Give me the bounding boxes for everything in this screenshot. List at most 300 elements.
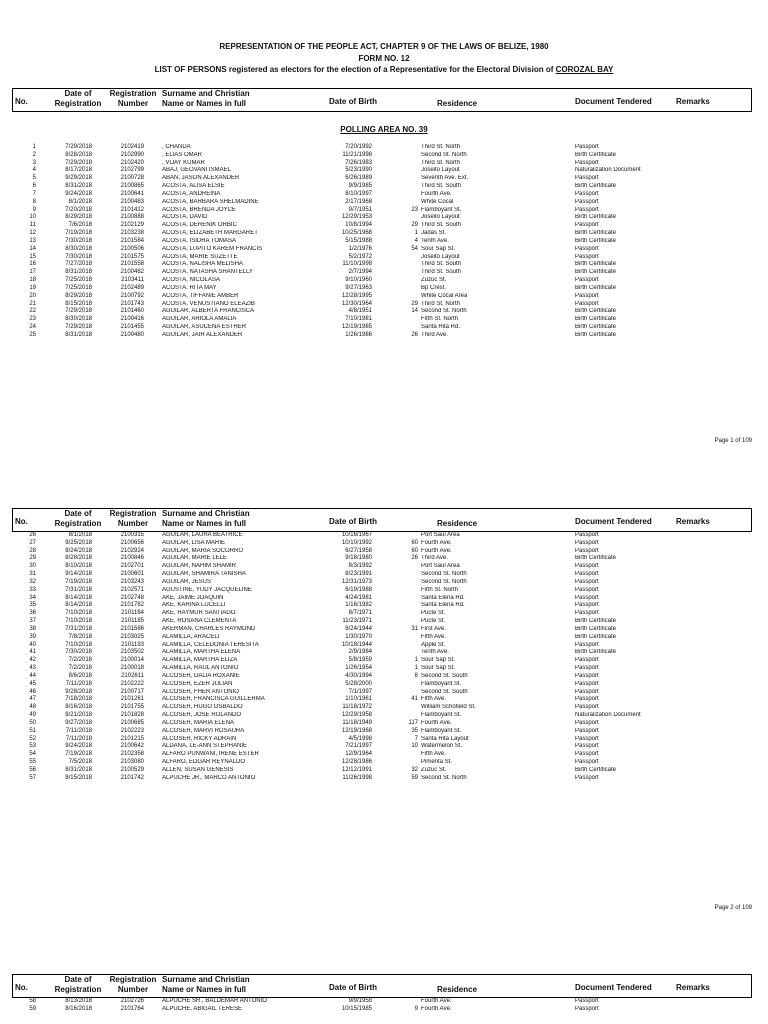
table-row [0,657,768,665]
table-row [0,308,768,316]
elector-name: AGUILAR, JAIR ALEXANDER [162,331,243,338]
table-row [0,548,768,556]
document-tendered: Passport [575,563,599,570]
date-of-birth: 12/29/1953 [341,214,372,221]
date-of-birth: 12/29/1958 [341,712,372,719]
house-number: 29 [411,222,418,229]
registration-number: 2100506 [120,245,144,252]
column-date-of-registration: Date of Registration [54,509,102,528]
registration-number: 2102358 [120,751,144,758]
row-number: 3 [32,159,36,166]
registration-date: 7/11/2018 [65,735,92,742]
registration-number: 2100315 [120,532,144,538]
residence: Joseito Layout [421,214,460,221]
residence: Santa Rita Layout [421,735,469,742]
row-number: 52 [29,735,36,742]
row-number: 47 [29,696,36,703]
elector-name: AKE, ROSANA CLEMENTA [162,618,237,625]
row-number: 4 [32,167,36,174]
registration-number: 2102129 [120,222,144,229]
table-row [0,332,768,340]
date-of-birth: 9/7/1951 [348,206,372,213]
elector-name: ACOSTA, BARBARA SHELMADINE [162,198,259,205]
registration-number: 2100601 [120,571,144,578]
date-of-birth: 7/10/1981 [345,316,372,323]
registration-date: 7/29/2018 [65,144,92,150]
document-tendered: Passport [575,159,599,166]
row-number: 57 [29,774,36,781]
document-tendered: Naturalization Document [575,167,641,174]
registration-number: 2101575 [120,253,144,260]
document-tendered: Passport [575,245,599,252]
document-tendered: Passport [575,774,599,781]
document-tendered: Birth Certificate [575,766,617,773]
date-of-birth: 1/26/1954 [345,665,372,672]
registration-date: 7/11/2018 [65,727,92,734]
date-of-birth: 11/23/1971 [342,618,372,625]
table-row [0,681,768,689]
elector-name: ACOSTA, VENUSTIANO ELEAZIB [162,300,255,307]
registration-number: 2101755 [120,704,144,711]
date-of-birth: 7/20/1992 [345,144,372,150]
date-of-birth: 6/19/1988 [345,586,372,593]
row-number: 18 [29,277,36,284]
date-of-birth: 12/28/1986 [341,759,372,766]
table-row [0,222,768,230]
residence: Third St. South [421,261,462,268]
document-tendered: Passport [575,727,599,734]
row-number: 23 [29,316,36,323]
document-tendered: Passport [575,144,599,150]
row-number: 31 [29,571,36,578]
house-number: 29 [411,300,418,307]
registration-number: 2102611 [121,672,144,679]
elector-name: ALCOSER, EZER JULIAN [162,680,233,687]
date-of-birth: 4/8/1951 [348,308,372,315]
document-tendered: Birth Certificate [575,324,617,331]
date-of-birth: 8/23/1991 [345,571,372,578]
registration-date: 8/28/2018 [65,555,92,562]
list-description: LIST OF PERSONS registered as electors for the election of a Representative for the Electoral Division of [154,65,556,74]
document-tendered: Passport [575,719,599,726]
row-number: 6 [32,183,36,190]
registration-date: 9/24/2018 [65,190,92,197]
table-row [0,775,768,783]
residence: Flamboyant St. [421,680,462,687]
date-of-birth: 10/16/1967 [341,532,372,538]
date-of-birth: 12/19/1968 [341,727,372,734]
row-number: 28 [29,547,36,554]
column-registration-number: Registration Number [109,975,157,994]
registration-date: 9/14/2018 [65,571,92,578]
elector-name: AGUILAR, MARIE LELE [162,555,228,562]
registration-date: 8/30/2018 [65,245,92,252]
registration-number: 2101586 [120,625,144,632]
registration-number: 2100685 [120,719,144,726]
elector-name: ACOSTA, NATASHA SHANTELLY [162,269,253,276]
document-tendered: Birth Certificate [575,214,617,221]
table-row [0,555,768,563]
registration-date: 9/24/2018 [65,743,92,750]
table-row [0,301,768,309]
registration-number: 2101261 [120,696,144,703]
date-of-birth: 11/21/1998 [342,151,372,158]
table-row [0,167,768,175]
house-number: 31 [411,625,418,632]
row-number: 7 [32,190,36,197]
registration-number: 2100014 [120,657,144,664]
residence: Sour Sap St. [421,665,456,672]
registration-number: 2101742 [120,774,144,781]
row-number: 14 [29,245,36,252]
elector-name: AGUILAR, LAURA BEATRICE [162,532,243,538]
table-row [0,1006,768,1014]
document-tendered: Birth Certificate [575,331,617,338]
table-row [0,254,768,262]
document-tendered: Passport [575,222,599,229]
residence: Fourth Ave. [421,1005,452,1012]
registration-number: 2101215 [120,735,144,742]
document-tendered: Passport [575,532,599,538]
elector-name: ALFARO, EDGAR REYNALDO [162,759,246,766]
row-number: 37 [29,618,36,625]
elector-name: ACOSTA, ISIDRA TOMASA [162,237,237,244]
date-of-birth: 8/10/1997 [345,190,372,197]
registration-date: 7/29/2018 [65,324,92,331]
column-registration-number: Registration Number [109,509,157,528]
document-tendered: Passport [575,688,599,695]
registration-date: 7/20/2018 [65,206,92,213]
column-date-of-birth: Date of Birth [329,97,377,106]
document-tendered: Passport [575,665,599,672]
document-tendered: Passport [575,735,599,742]
registration-number: 2100846 [120,555,144,562]
table-header [12,974,752,998]
document-tendered: Passport [575,198,599,205]
table-row [0,261,768,269]
house-number: 54 [411,245,418,252]
house-number: 8 [414,672,418,679]
elector-name: ALCOSER, HUGO OSBALDO [162,704,243,711]
table-row [0,191,768,199]
residence: Zuzuc St. [421,277,447,284]
house-number: 60 [411,539,418,546]
row-number: 1 [32,144,36,150]
house-number: 7 [414,735,418,742]
elector-name: ALCOSER, DALIA ROXANIE [162,672,240,679]
registration-date: 7/19/2018 [65,751,92,758]
registration-number: 2101764 [120,1005,144,1012]
document-tendered: Passport [575,998,599,1004]
registration-date: 8/28/2018 [65,151,92,158]
residence: Flamboyant St. [421,206,462,213]
registration-number: 2100865 [120,183,144,190]
elector-name: ACOSTA, LUPITO KAREM FRANCIS [162,245,263,252]
registration-number: 2103080 [120,759,144,766]
voter-rows [0,144,768,340]
row-number: 8 [32,198,36,205]
residence: Santa Elena Rd. [421,594,465,601]
registration-date: 8/31/2018 [65,331,92,338]
table-row [0,720,768,728]
registration-number: 2100529 [120,766,144,773]
elector-name: ACOSTA, DAVID [162,214,208,221]
residence: Second St. North [421,308,467,315]
registration-number: 2100482 [120,269,144,276]
date-of-birth: 9/9/1985 [348,183,372,190]
table-row [0,293,768,301]
row-number: 46 [29,688,36,695]
residence: Flamboyant St. [421,727,462,734]
document-tendered: Passport [575,547,599,554]
elector-name: ALDANA, LE-ANN STEPHANIE [162,743,248,750]
table-row [0,175,768,183]
table-row [0,269,768,277]
document-tendered: Passport [575,672,599,679]
document-tendered: Passport [575,680,599,687]
date-of-birth: 1/10/1961 [345,696,372,703]
row-number: 49 [29,712,36,719]
registration-date: 8/14/2018 [65,602,92,609]
date-of-birth: 4/5/1998 [348,735,372,742]
voter-rows [0,532,768,783]
residence: Joseito Layout [421,253,460,260]
date-of-birth: 9/9/1958 [348,998,372,1004]
registration-date: 9/25/2018 [65,539,92,546]
registration-number: 2102222 [120,680,144,687]
column-document-tendered: Document Tendered [575,97,652,106]
elector-name: AKERMAN, CHARLES RAYMOND [162,625,256,632]
column-remarks: Remarks [676,517,710,526]
house-number: 60 [411,547,418,554]
residence: Sour Sap St. [421,245,456,252]
elector-name: ACOSTA, NICOLASA [162,277,220,284]
table-row [0,610,768,618]
document-tendered: Birth Certificate [575,284,617,291]
column-residence: Residence [437,985,478,994]
house-number: 35 [411,727,418,734]
date-of-birth: 5/23/1990 [345,167,372,174]
date-of-birth: 1/2/1976 [348,245,372,252]
registration-date: 9/27/2018 [65,719,92,726]
row-number: 15 [29,253,36,260]
elector-name: AKE, RAYMUR SANTIAGO [162,610,236,617]
table-row [0,743,768,751]
row-number: 13 [29,237,36,244]
document-tendered: Birth Certificate [575,618,617,625]
registration-date: 8/24/2018 [65,547,92,554]
table-row [0,998,768,1006]
residence: Fifth St. North [421,586,459,593]
document-tendered: Passport [575,602,599,609]
residence: Third Ave. [421,331,448,338]
row-number: 42 [29,657,36,664]
elector-name: , CHANDA [162,144,191,150]
elector-name: ALAMILLA, MARTHA ELENA [162,649,241,656]
registration-number: 2100416 [120,316,144,323]
registration-date: 7/29/2018 [65,159,92,166]
residence: Third St. North [421,144,461,150]
date-of-birth: 10/15/1985 [341,1005,372,1012]
residence: White Cocal Area [421,292,468,299]
registration-date: 7/2/2018 [68,657,92,664]
registration-number: 2101782 [120,602,144,609]
document-tendered: Birth Certificate [575,230,617,237]
elector-name: , VIJAY KUMAR [162,159,205,166]
elector-name: ALCOSER, MARIA ELENA [162,719,235,726]
date-of-birth: 11/18/1972 [342,704,372,711]
house-number: 32 [411,766,418,773]
residence: Jadas St. [421,230,447,237]
residence: Second St. North [421,571,467,578]
registration-number: 2100480 [120,331,144,338]
residence: Second St. North [421,151,467,158]
registration-number: 2102990 [120,151,144,158]
registration-date: 8/31/2018 [65,766,92,773]
registration-date: 7/18/2018 [65,696,92,703]
elector-name: , ELIAS OMAR [162,151,203,158]
registration-number: 2102701 [120,563,144,570]
residence: Second St. South [421,672,468,679]
date-of-birth: 12/19/1985 [341,324,372,331]
residence: Fourth Ave. [421,998,452,1004]
registration-date: 8/31/2018 [65,269,92,276]
table-row [0,751,768,759]
residence: Port Saul Area [421,563,460,570]
document-tendered: Birth Certificate [575,183,617,190]
residence: Tenth Ave. [421,649,449,656]
row-number: 50 [29,719,36,726]
row-number: 20 [29,292,36,299]
table-row [0,571,768,579]
date-of-birth: 4/24/1981 [345,594,372,601]
column-date-of-registration: Date of Registration [54,975,102,994]
registration-number: 2100656 [120,539,144,546]
table-row [0,285,768,293]
date-of-birth: 4/30/1994 [345,672,372,679]
registration-date: 7/30/2018 [65,253,92,260]
document-tendered: Passport [575,743,599,750]
date-of-birth: 2/17/1968 [345,198,372,205]
row-number: 40 [29,641,36,648]
date-of-birth: 5/15/1988 [345,237,372,244]
residence: Second St. South [421,688,468,695]
electoral-division: COROZAL BAY [555,65,614,74]
polling-area-heading: POLLING AREA NO. 39 [340,125,428,134]
document-tendered: Birth Certificate [575,633,617,640]
residence: Third St. North [421,300,461,307]
date-of-birth: 2/7/1994 [348,269,372,276]
row-number: 41 [29,649,36,656]
table-row [0,183,768,191]
registration-number: 2102223 [120,727,144,734]
residence: Tenth Ave. [421,237,449,244]
column-date-of-birth: Date of Birth [329,983,377,992]
house-number: 23 [411,206,418,213]
table-row [0,587,768,595]
registration-number: 2100642 [120,743,144,750]
column-name: Surname and Christian Name or Names in full [162,509,250,528]
date-of-birth: 2/9/1984 [348,649,372,656]
registration-number: 2102748 [120,594,144,601]
elector-name: ALAMILLA, RAUL ANTONIO [162,665,239,672]
elector-name: ACOSTA, TIFFANIE AMBER [162,292,239,299]
document-tendered: Birth Certificate [575,625,617,632]
registration-date: 8/10/2018 [65,563,92,570]
elector-name: ACOSTA, RITA MAY [162,284,217,291]
document-tendered: Naturalization Document [575,712,641,719]
document-tendered: Birth Certificate [575,649,617,656]
registration-date: 7/5/2018 [68,759,92,766]
registration-number: 2102571 [120,586,144,593]
date-of-birth: 1/26/1986 [345,331,372,338]
document-tendered: Passport [575,610,599,617]
registration-number: 2101743 [120,300,144,307]
table-row [0,324,768,332]
date-of-birth: 1/30/1970 [345,633,372,640]
house-number: 14 [411,308,418,315]
elector-name: ALCOSER, RICKY ADRAIN [162,735,237,742]
document-tendered: Birth Certificate [575,316,617,323]
row-number: 36 [29,610,36,617]
elector-name: ACOSTA, NALISHA MELISHA [162,261,243,268]
house-number: 4 [414,237,418,244]
table-row [0,665,768,673]
date-of-birth: 6/26/1989 [345,175,372,182]
column-document-tendered: Document Tendered [575,983,652,992]
residence: Third Ave. [421,555,448,562]
row-number: 48 [29,704,36,711]
residence: Fifth St. North [421,316,459,323]
registration-number: 2101828 [120,712,144,719]
date-of-birth: 12/28/1995 [341,292,372,299]
residence: Third St. South [421,269,462,276]
residence: Fourth Ave. [421,719,452,726]
registration-number: 2101584 [120,237,144,244]
registration-date: 8/13/2018 [65,998,92,1004]
residence: William Schofield St. [421,704,476,711]
registration-date: 8/29/2018 [65,292,92,299]
residence: Seventh Ave. Ext. [421,175,469,182]
residence: Zuzuc St. [421,766,447,773]
registration-date: 7/29/2018 [65,308,92,315]
elector-name: ALCOSER, FHER ANTONIO [162,688,239,695]
house-number: 1 [414,230,418,237]
row-number: 9 [32,206,36,213]
column-remarks: Remarks [676,97,710,106]
house-number: 10 [411,743,418,750]
registration-number: 2100018 [120,665,144,672]
table-row [0,238,768,246]
form-number: FORM NO. 12 [358,54,410,63]
document-tendered: Passport [575,641,599,648]
elector-name: AGUILAR, ARIOLA AMALIA [162,316,237,323]
elector-name: AGUILAR, ALBERTA FRANCISCA [162,308,255,315]
house-number: 117 [408,719,418,726]
table-row [0,277,768,285]
registration-date: 8/14/2018 [65,594,92,601]
registration-date: 8/16/2018 [65,704,92,711]
residence: Sour Sap St. [421,657,456,664]
registration-number: 2102726 [120,998,144,1004]
column-residence: Residence [437,99,478,108]
registration-number: 2100483 [120,198,144,205]
date-of-birth: 11/26/1998 [342,774,372,781]
document-tendered: Passport [575,759,599,766]
registration-number: 2101184 [121,610,144,617]
row-number: 51 [29,727,36,734]
date-of-birth: 7/26/1983 [345,159,372,166]
